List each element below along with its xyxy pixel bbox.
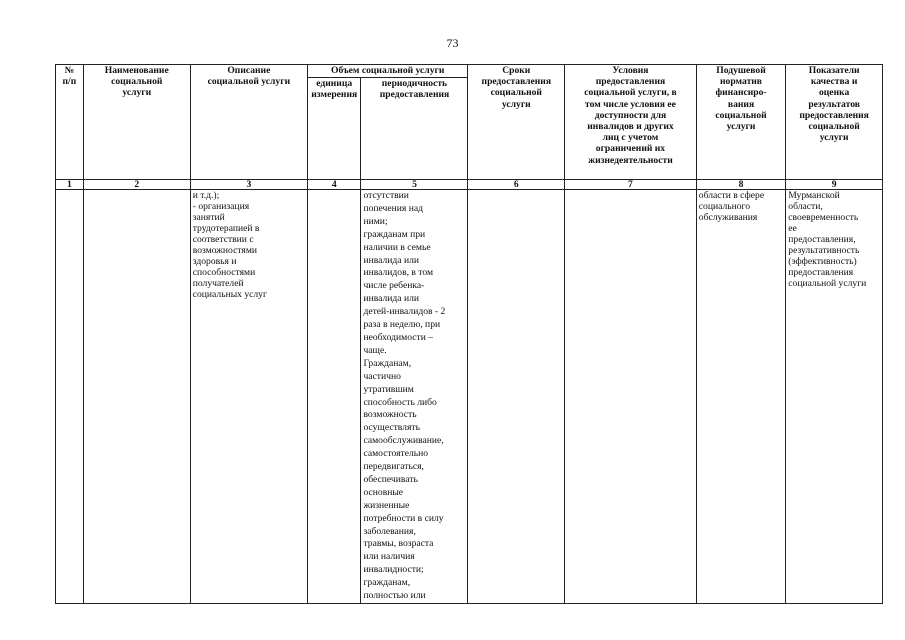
column-number-row <box>56 180 883 190</box>
column-number: 5 <box>361 180 468 190</box>
header-unit: единица измерения <box>307 78 360 180</box>
cell-unit <box>307 190 360 604</box>
social-services-table <box>55 64 883 604</box>
header-volume-group: Объем социальной услуги <box>307 65 467 78</box>
cell-conditions <box>565 190 697 604</box>
column-number: 3 <box>190 180 307 190</box>
column-number: 1 <box>56 180 84 190</box>
cell-num <box>56 190 84 604</box>
cell-service-description: и т.д.); - организация занятий трудотерапией в соответствии с возможностями здоровья и способностями получателей социальных услуг <box>190 190 307 604</box>
column-number: 6 <box>468 180 565 190</box>
header-service-description: Описание социальной услуги <box>190 65 307 180</box>
header-num: № п/п <box>56 65 84 180</box>
header-conditions: Условия предоставления социальной услуги, в том числе условия ее доступности для инвалидов и других лиц с учетом ограничений их жизнедеятельности <box>565 65 697 180</box>
header-quality-indicators: Показатели качества и оценка результатов предоставления социальной услуги <box>786 65 883 180</box>
column-number: 8 <box>696 180 785 190</box>
cell-funding-norm: области в сфере социального обслуживания <box>696 190 785 604</box>
header-funding-norm: Подушевой норматив финансиро- вания социальной услуги <box>696 65 785 180</box>
cell-quality-indicators: Мурманской области, своевременность ее предоставления, результативность (эффективность) предоставления социальной услуги <box>786 190 883 604</box>
cell-periodicity: отсутствии попечения над ними; гражданам при наличии в семье инвалида или инвалидов, в том числе ребенка- инвалида или детей-инвалидов - 2 раза в неделю, при необходимости – чаще. Гражданам, частично утратившим способность либо возможность осуществлять самообслуживание, самостоятельно передвигаться, обеспечивать основные жизненные потребности в силу заболевания, травмы, возраста или наличия инвалидности; гражданам, полностью или <box>361 190 468 604</box>
header-periodicity: периодичность предоставления <box>361 78 468 180</box>
page-number: 73 <box>446 36 459 50</box>
column-number: 7 <box>565 180 697 190</box>
header-terms: Сроки предоставления социальной услуги <box>468 65 565 180</box>
header-service-name: Наименование социальной услуги <box>83 65 190 180</box>
column-number: 4 <box>307 180 360 190</box>
cell-service-name <box>83 190 190 604</box>
column-number: 9 <box>786 180 883 190</box>
table-row <box>56 190 883 604</box>
column-number: 2 <box>83 180 190 190</box>
cell-terms <box>468 190 565 604</box>
